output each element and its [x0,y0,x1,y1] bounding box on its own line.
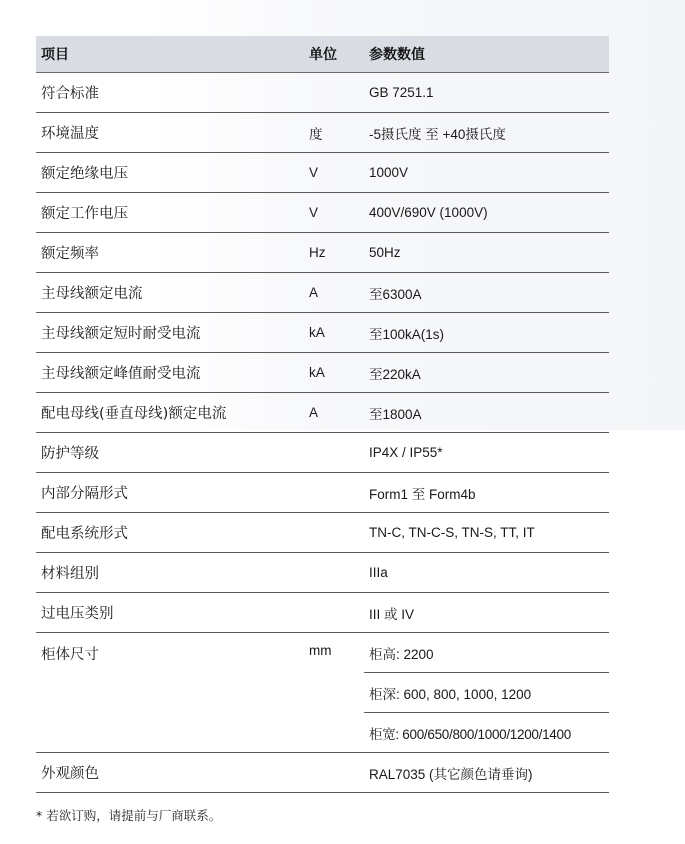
param-name: 材料组别 [36,553,304,593]
param-unit: V [304,153,364,193]
param-unit: Hz [304,233,364,273]
param-unit-cabinet: mm [304,633,364,753]
table-row [36,393,609,433]
param-value: 1000V [364,153,609,193]
param-unit [304,433,364,473]
param-value: GB 7251.1 [364,73,609,113]
param-value: 至1800A [364,393,609,433]
param-name-appearance: 外观颜色 [36,753,304,793]
param-unit [304,473,364,513]
param-name: 配电系统形式 [36,513,304,553]
param-name: 环境温度 [36,113,304,153]
table-row [36,233,609,273]
table-row [36,513,609,553]
param-unit [304,513,364,553]
table-row [36,273,609,313]
cabinet-depth-value: 柜深: 600, 800, 1000, 1200 [364,673,609,713]
table-row [36,473,609,513]
table-row-cabinet-height [36,633,609,673]
param-value: 至220kA [364,353,609,393]
param-value: 至6300A [364,273,609,313]
param-name: 主母线额定电流 [36,273,304,313]
param-unit: A [304,273,364,313]
param-unit: A [304,393,364,433]
param-name: 符合标准 [36,73,304,113]
param-value: Form1 至 Form4b [364,473,609,513]
header-unit: 单位 [304,36,364,73]
table-row [36,313,609,353]
footnote: * 若欲订购，请提前与厂商联系。 [36,808,222,823]
param-unit [304,553,364,593]
param-value: TN-C, TN-C-S, TN-S, TT, IT [364,513,609,553]
header-value: 参数数值 [364,36,609,73]
param-unit: V [304,193,364,233]
param-name: 额定工作电压 [36,193,304,233]
param-value: IP4X / IP55* [364,433,609,473]
param-name: 过电压类别 [36,593,304,633]
param-name: 额定频率 [36,233,304,273]
param-name-cabinet: 柜体尺寸 [36,633,304,753]
header-item: 项目 [36,36,304,73]
table-row [36,193,609,233]
spec-table [36,36,609,793]
param-name: 内部分隔形式 [36,473,304,513]
table-row [36,153,609,193]
param-unit: 度 [304,113,364,153]
cabinet-width-value: 柜宽: 600/650/800/1000/1200/1400 [364,713,609,753]
param-name: 额定绝缘电压 [36,153,304,193]
param-value: III 或 IV [364,593,609,633]
table-row-appearance [36,753,609,793]
param-value: 50Hz [364,233,609,273]
table-row [36,113,609,153]
param-name: 配电母线(垂直母线)额定电流 [36,393,304,433]
param-unit-appearance [304,753,364,793]
table-body [36,73,609,793]
table-row [36,433,609,473]
param-value: 至100kA(1s) [364,313,609,353]
param-unit: kA [304,313,364,353]
param-unit [304,593,364,633]
param-value: 400V/690V (1000V) [364,193,609,233]
table-header [36,36,609,73]
table-row [36,353,609,393]
param-unit: kA [304,353,364,393]
cabinet-height-value: 柜高: 2200 [364,633,609,673]
param-name: 主母线额定短时耐受电流 [36,313,304,353]
param-value-appearance: RAL7035 (其它颜色请垂询) [364,753,609,793]
param-name: 主母线额定峰值耐受电流 [36,353,304,393]
table-row [36,553,609,593]
table-row [36,593,609,633]
param-value: IIIa [364,553,609,593]
table-row [36,73,609,113]
param-value: -5摄氏度 至 +40摄氏度 [364,113,609,153]
param-unit [304,73,364,113]
header-row [36,36,609,73]
param-name: 防护等级 [36,433,304,473]
